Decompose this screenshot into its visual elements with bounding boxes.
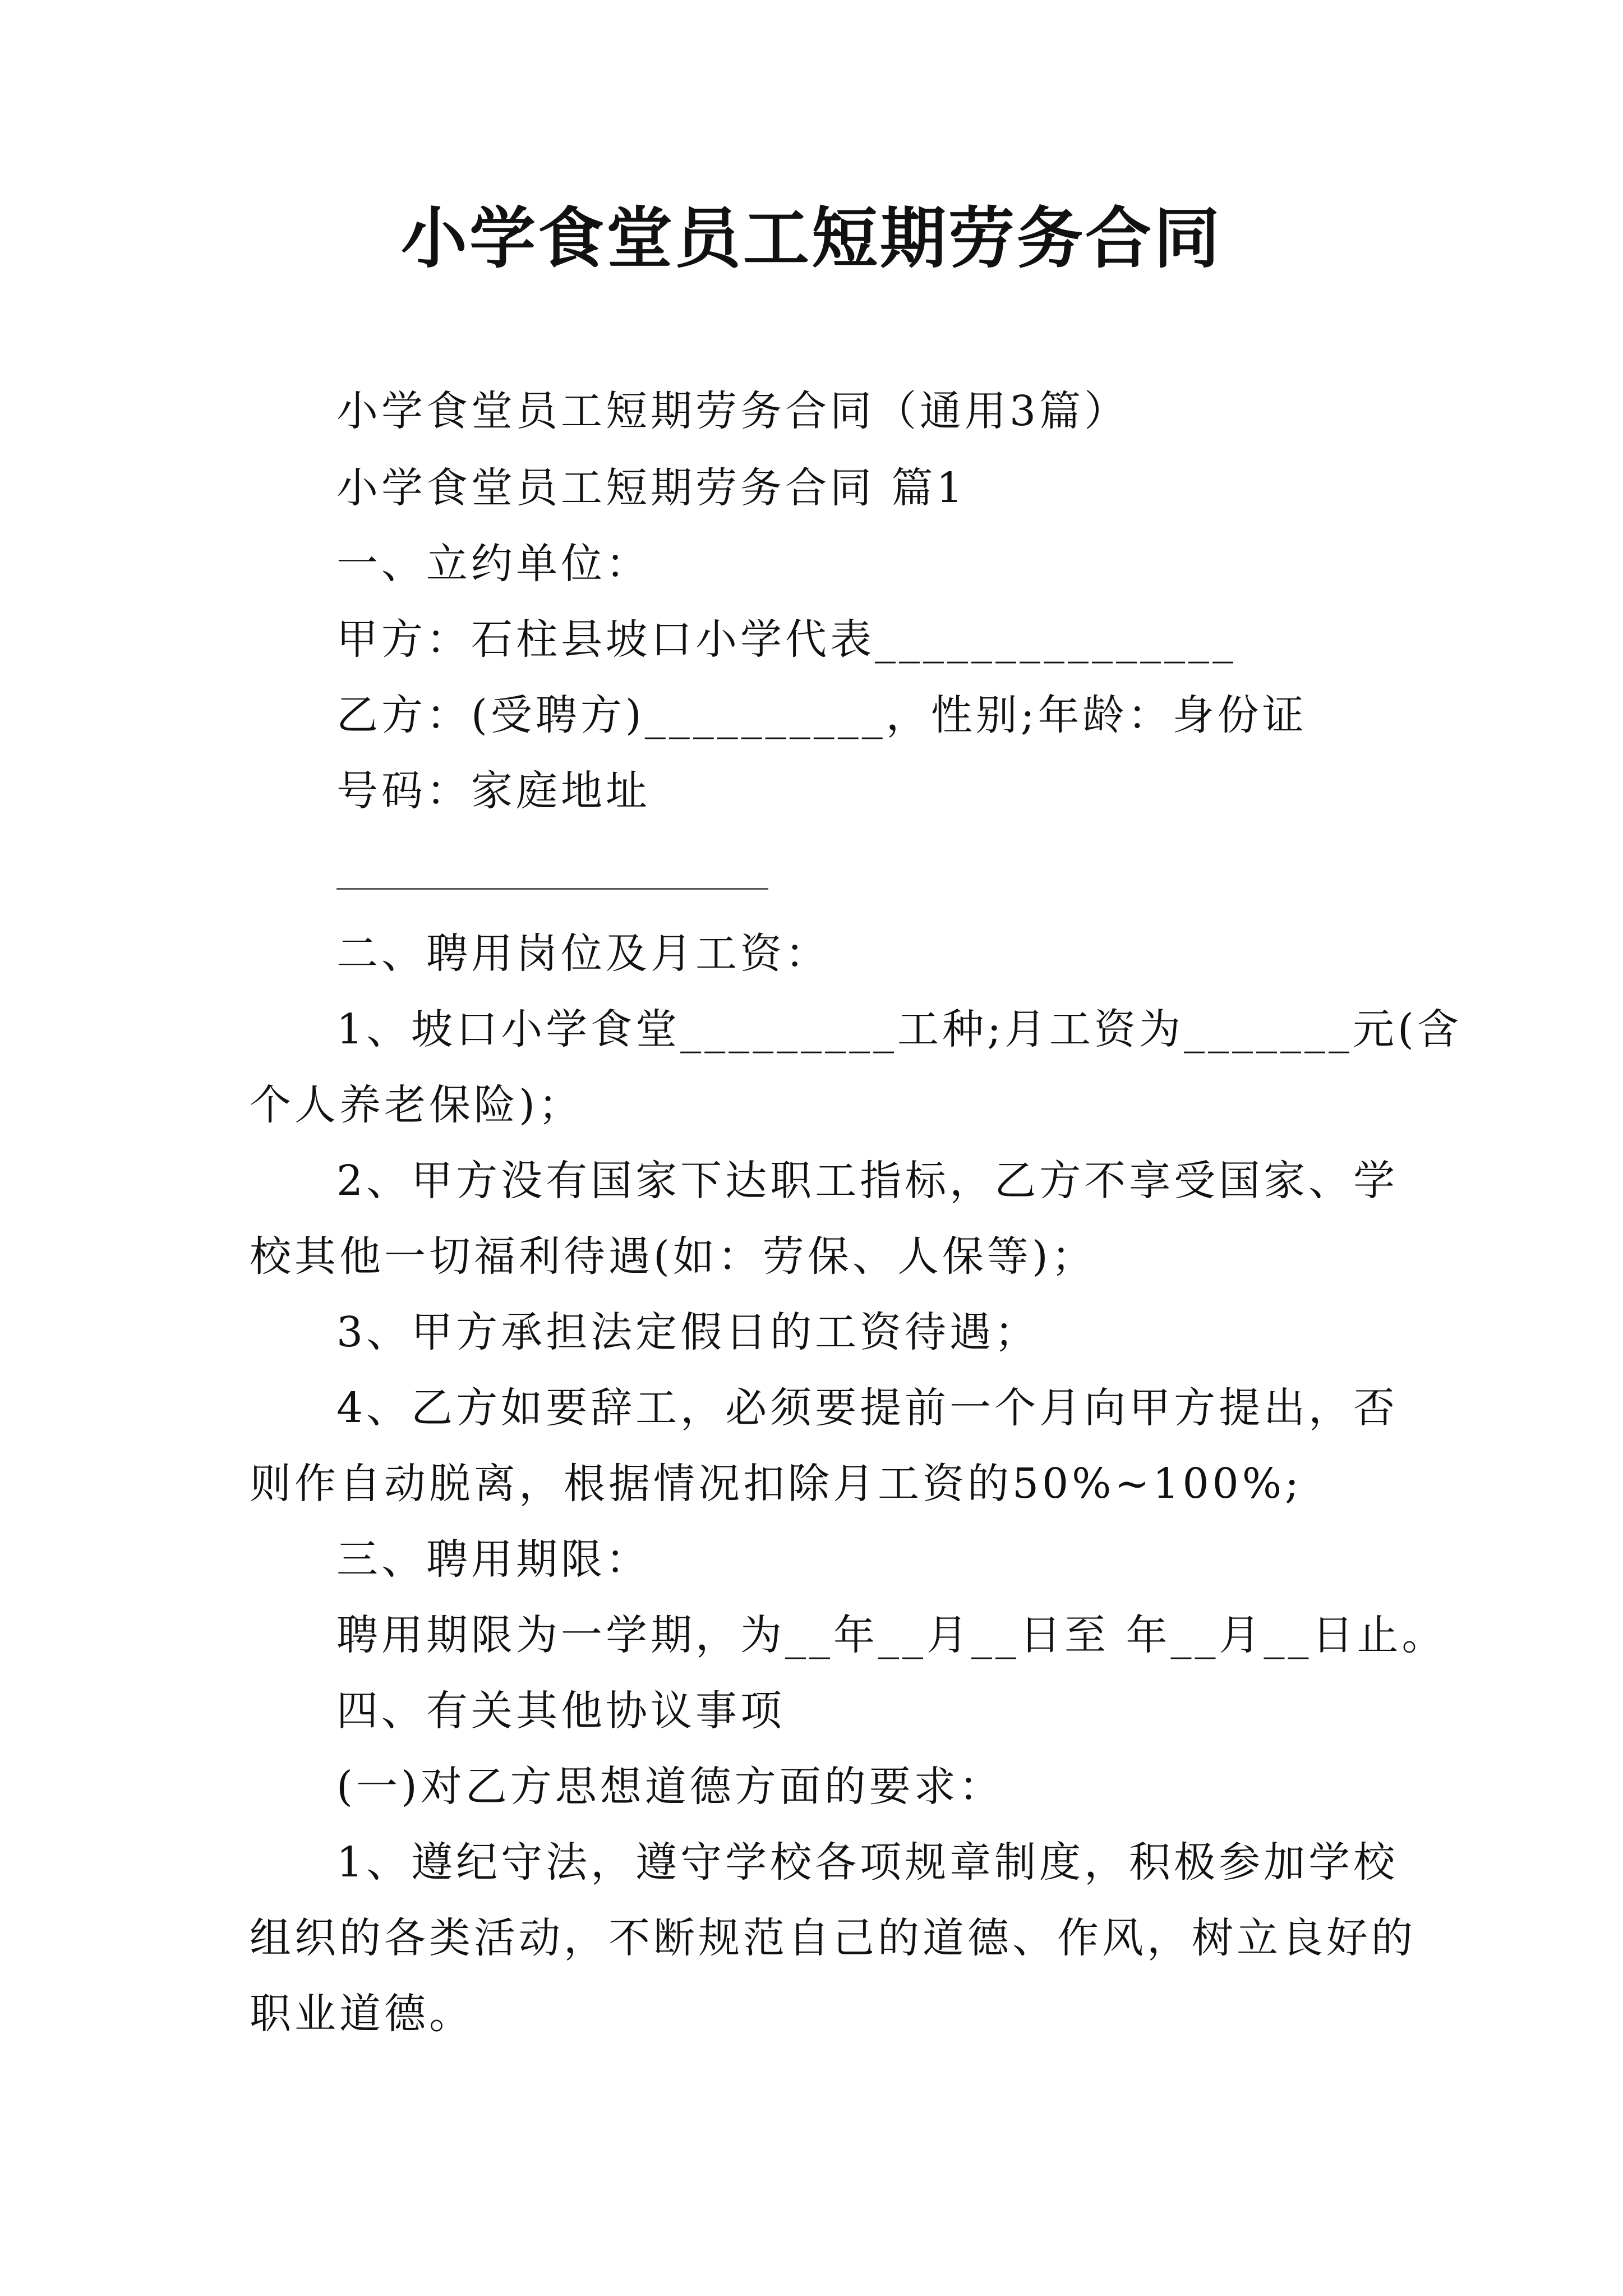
paragraph-line: 聘用期限为一学期，为__年__月__日至 年__月__日止。 [336,1611,1447,1659]
paragraph-line: 3、甲方承担法定假日的工资待遇； [336,1308,1040,1356]
paragraph-line: 1、遵纪守法，遵守学校各项规章制度，积极参加学校 [336,1838,1399,1887]
party-a-line: 甲方：石柱县坡口小学代表_______________ [336,615,1237,664]
clause-heading: 一、立约单位： [336,540,651,588]
paragraph-line: 则作自动脱离，根据情况扣除月工资的50%~100%; [250,1460,1302,1508]
address-blank-rule [336,888,768,890]
paragraph-line: 2、甲方没有国家下达职工指标，乙方不享受国家、学 [336,1157,1399,1205]
paragraph-line: 组织的各类活动，不断规范自己的道德、作风，树立良好的 [250,1914,1416,1962]
clause-heading: (一)对乙方思想道德方面的要求： [336,1763,1004,1811]
party-b-line: 乙方：(受聘方)__________，性别;年龄：身份证 [336,691,1307,739]
paragraph-line: 校其他一切福利待遇(如：劳保、人保等)； [250,1232,1096,1281]
paragraph-line: 个人养老保险)； [250,1081,583,1129]
clause-heading: 二、聘用岗位及月工资： [336,930,830,978]
party-b-address-line: 号码：家庭地址 [336,767,651,815]
paragraph-line: 1、坡口小学食堂_________工种;月工资为_______元(含 [336,1005,1462,1053]
paragraph-line: 4、乙方如要辞工，必须要提前一个月向甲方提出，否 [336,1384,1399,1432]
section-heading: 小学食堂员工短期劳务合同 篇1 [336,464,966,512]
clause-heading: 三、聘用期限： [336,1535,651,1584]
document-title: 小学食堂员工短期劳务合同 [400,199,1222,277]
clause-heading: 四、有关其他协议事项 [336,1687,785,1735]
paragraph-line: 职业道德。 [250,1990,474,2038]
subtitle-line: 小学食堂员工短期劳务合同（通用3篇） [336,387,1129,435]
